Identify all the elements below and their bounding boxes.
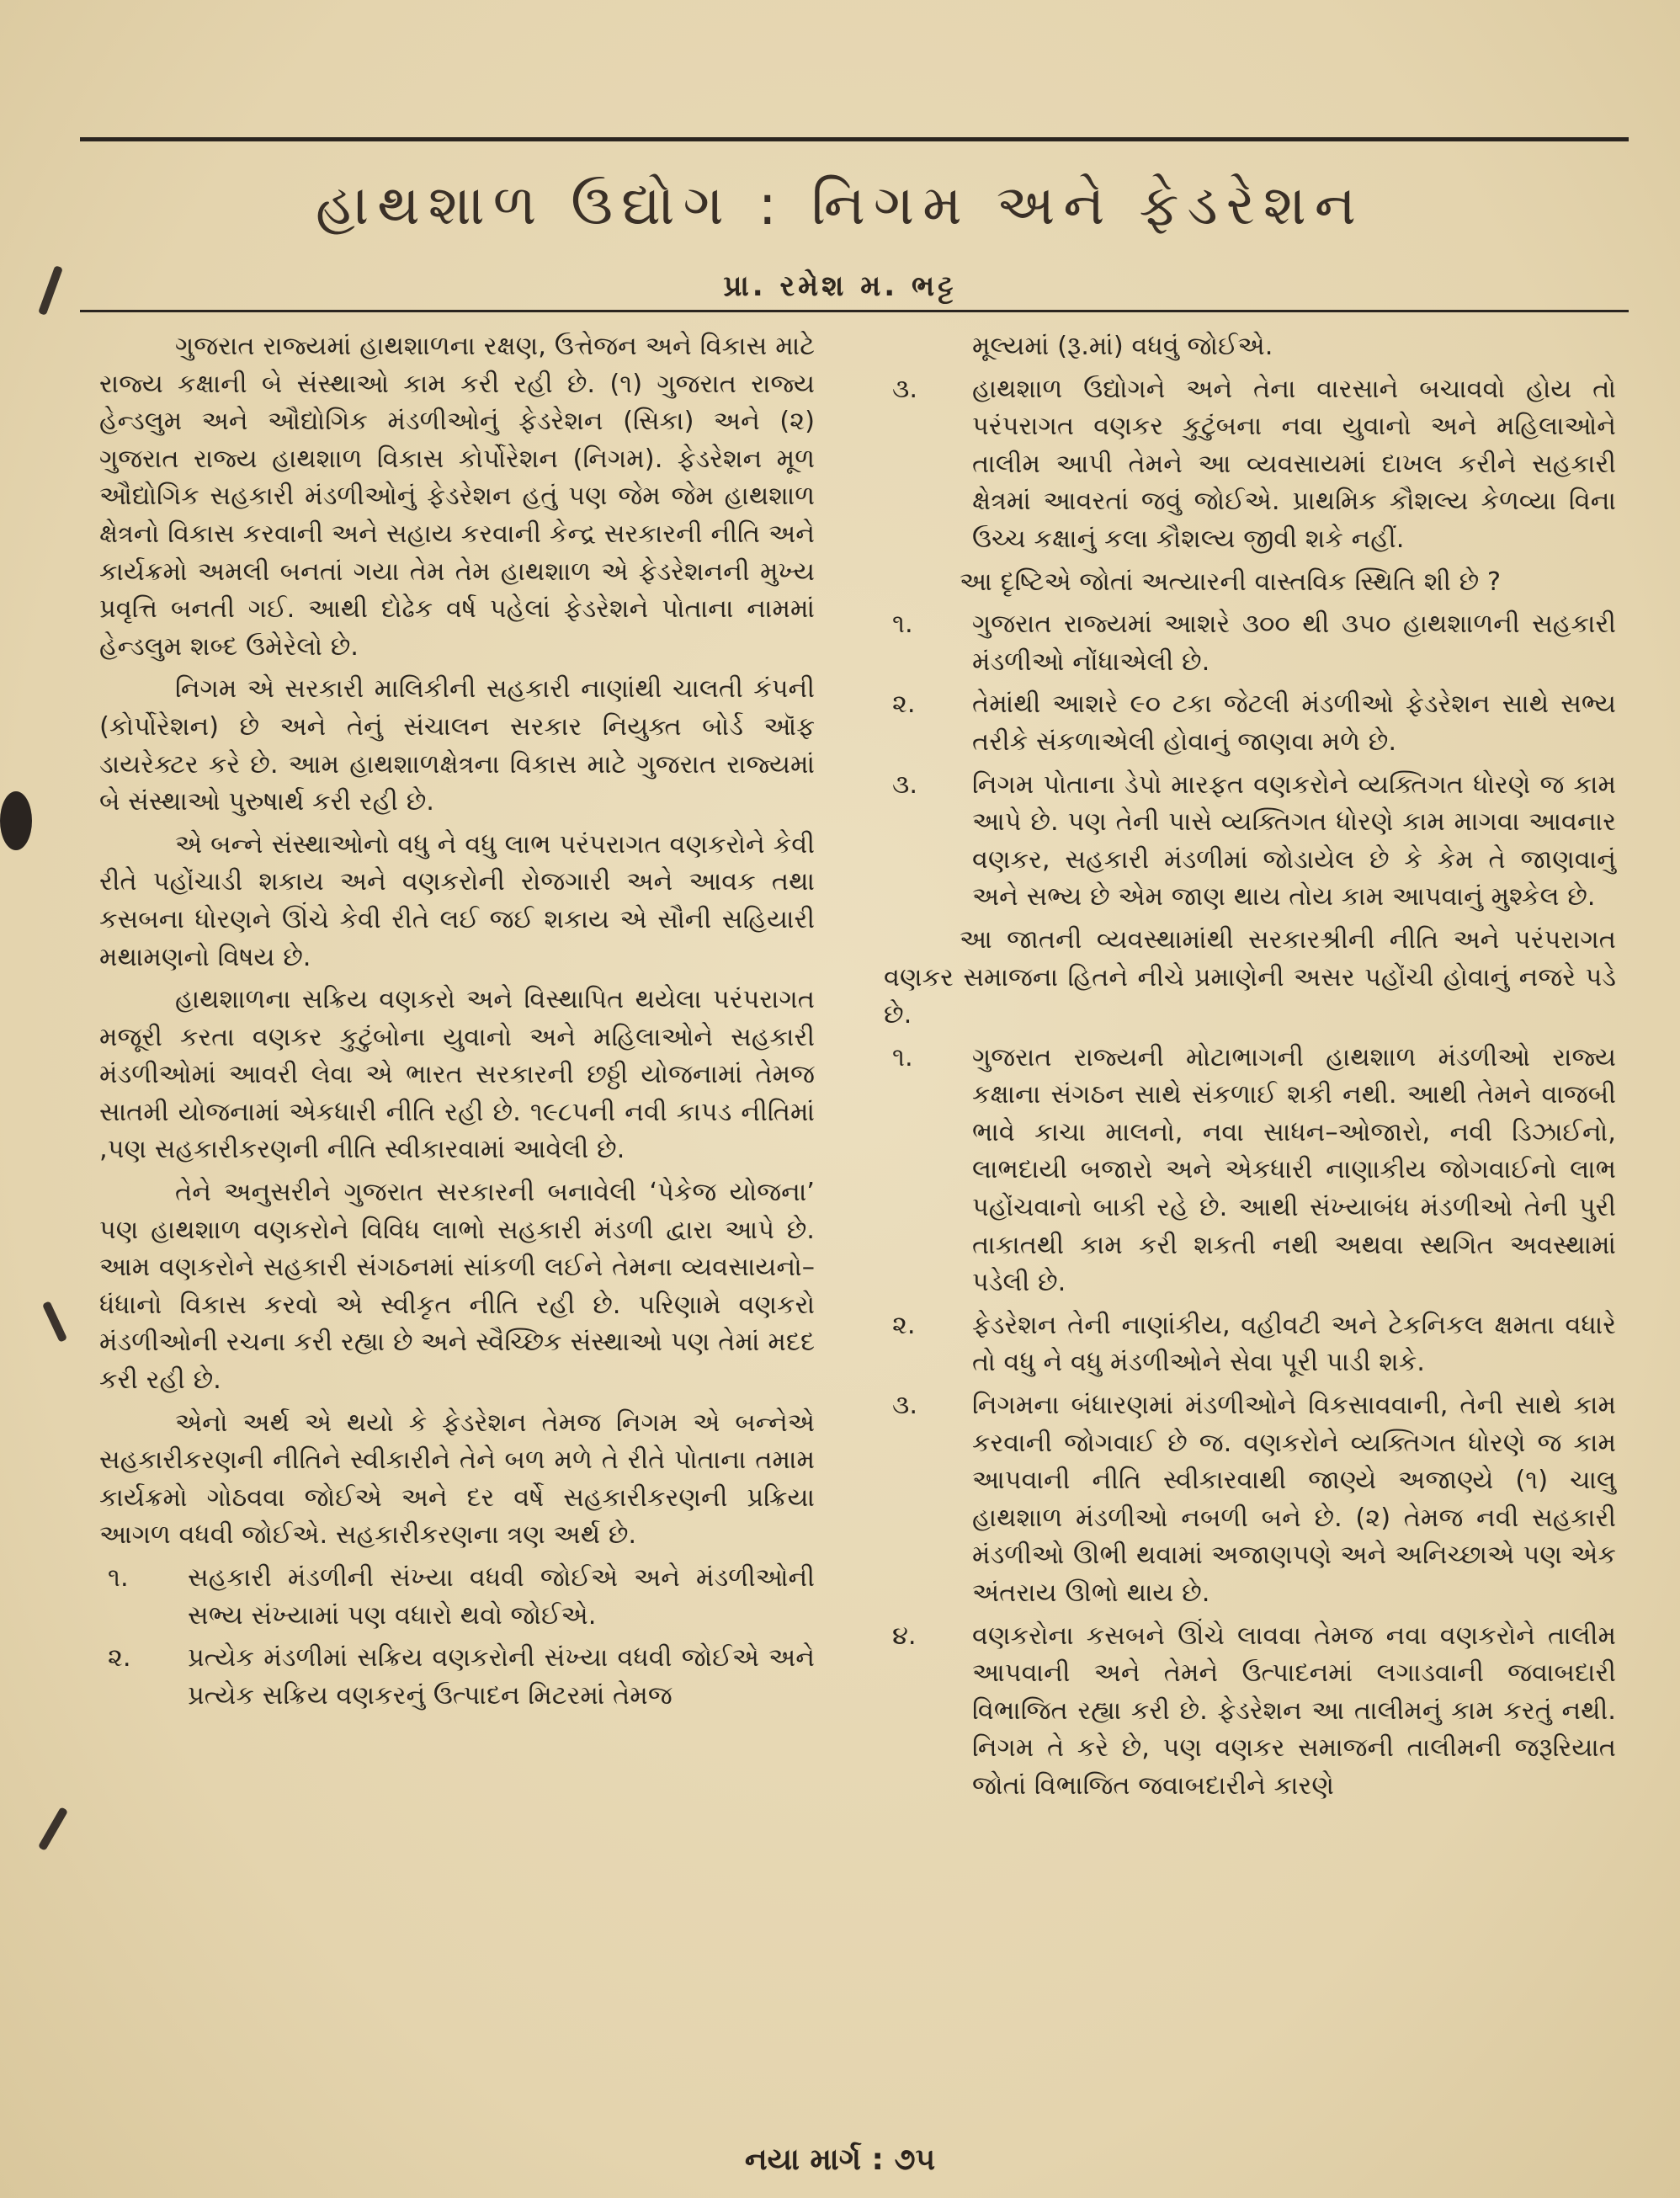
- list-number: ૨.: [892, 689, 916, 720]
- list-number: ૧.: [892, 1042, 913, 1072]
- list-item: [99, 1560, 815, 1635]
- list-text: પ્રત્યેક મંડળીમાં સક્રિય વણકરોની સંખ્યા વધવી જોઈએ અને પ્રત્યેક સક્રિય વણકરનું ઉત્પાદન મિટરમાં તેમજ: [188, 1643, 815, 1711]
- list-item: [884, 1040, 1616, 1302]
- paragraph: એનો અર્થ એ થયો કે ફેડરેશન તેમજ નિગમ એ બન્નેએ સહકારીકરણની નીતિને સ્વીકારીને તેને બળ મળે તે રીતે પોતાના તમામ કાર્યક્રમો ગોઠવવા જોઈએ અને દર વર્ષે સહકારીકરણની પ્રક્રિયા આગળ વધવી જોઈએ. સહકારીકરણના ત્રણ અર્થ છે.: [99, 1408, 815, 1551]
- list-item: [884, 371, 1616, 559]
- paper-tear-mark: [42, 1301, 67, 1343]
- paragraph: આ જાતની વ્યવસ્થામાંથી સરકારશ્રીની નીતિ અને પરંપરાગત વણકર સમાજના હિતને નીચે પ્રમાણેની અસર પહોંચી હોવાનું નજરે પડે છે.: [884, 924, 1616, 1030]
- title-rule: [80, 310, 1629, 312]
- list-item: [884, 606, 1616, 681]
- list-number: ૩.: [892, 1391, 918, 1421]
- list-item: [884, 1618, 1616, 1806]
- list-number: ૨.: [108, 1643, 131, 1674]
- paragraph: નિગમ એ સરકારી માલિકીની સહકારી નાણાંથી ચાલતી કંપની (કોર્પોરેશન) છે અને તેનું સંચાલન સરકાર નિયુક્ત બોર્ડ ઑફ ડાયરેક્ટર કરે છે. આમ હાથશાળક્ષેત્રના વિકાસ માટે ગુજરાત રાજ્યમાં બે સંસ્થાઓ પુરુષાર્થ કરી રહી છે.: [99, 674, 815, 817]
- article-title: હાથશાળ ઉદ્યોગ : નિગમ અને ફેડરેશન: [316, 173, 1364, 237]
- article-author: પ્રા. રમેશ મ. ભટ્ટ: [723, 269, 957, 303]
- continued-text: મૂલ્યમાં (રૂ.માં) વધવું જોઈએ.: [972, 332, 1273, 361]
- list-text: તેમાંથી આશરે ૯૦ ટકા જેટલી મંડળીઓ ફેડરેશન સાથે સભ્ય તરીકે સંકળાએલી હોવાનું જાણવા મળે છે.: [972, 689, 1616, 757]
- list-item: [99, 1640, 815, 1715]
- list-item: [884, 1387, 1616, 1613]
- list-text: નિગમ પોતાના ડેપો મારફત વણકરોને વ્યક્તિગત ધોરણે જ કામ આપે છે. પણ તેની પાસે વ્યક્તિગત ધોરણે કામ માગવા આવનાર વણકર, સહકારી મંડળીમાં જોડાયેલ છે કે કેમ તે જાણવાનું અને સભ્ય છે એમ જાણ થાય તોય કામ આપવાનું મુશ્કેલ છે.: [972, 769, 1616, 913]
- page-footer: નયા માર્ગ : ૭૫: [744, 2142, 936, 2177]
- left-column: [99, 328, 815, 1720]
- list-number: ૩.: [892, 374, 918, 404]
- list-text: સહકારી મંડળીની સંખ્યા વધવી જોઈએ અને મંડળીઓની સભ્ય સંખ્યામાં પણ વધારો થવો જોઈએ.: [188, 1563, 815, 1631]
- list-text: હાથશાળ ઉદ્યોગને અને તેના વારસાને બચાવવો હોય તો પરંપરાગત વણકર કુટુંબના નવા યુવાનો અને મહિલાઓને તાલીમ આપી તેમને આ વ્યવસાયમાં દાખલ કરીને સહકારી ક્ષેત્રમાં આવરતાં જવું જોઈએ. પ્રાથમિક કૌશલ્ય કેળવ્યા વિના ઉચ્ચ કક્ષાનું કલા કૌશલ્ય જીવી શકે નહીં.: [972, 374, 1616, 554]
- paragraph: એ બન્ને સંસ્થાઓનો વધુ ને વધુ લાભ પરંપરાગત વણકરોને કેવી રીતે પહોંચાડી શકાય અને વણકરોની રોજગારી અને આવક તથા કસબના ધોરણને ઊંચે કેવી રીતે લઈ જઈ શકાય એ સૌની સહિયારી મથામણનો વિષય છે.: [99, 829, 815, 972]
- list-text: ગુજરાત રાજ્યની મોટાભાગની હાથશાળ મંડળીઓ રાજ્ય કક્ષાના સંગઠન સાથે સંકળાઈ શકી નથી. આથી તેમને વાજબી ભાવે કાચા માલનો, નવા સાધન–ઓજારો, નવી ડિઝાઈનો, લાભદાયી બજારો અને એકધારી નાણાકીય જોગવાઈનો લાભ પહોંચવાનો બાકી રહે છે. આથી સંખ્યાબંધ મંડળીઓ તેની પુરી તાકાતથી કામ કરી શકતી નથી અથવા સ્થગિત અવસ્થામાં પડેલી છે.: [972, 1042, 1616, 1298]
- list-text: ગુજરાત રાજ્યમાં આશરે ૩૦૦ થી ૩૫૦ હાથશાળની સહકારી મંડળીઓ નોંધાએલી છે.: [972, 609, 1616, 677]
- paper-hole: [0, 791, 32, 850]
- paper-tear-mark: [38, 1807, 68, 1851]
- list-text: વણકરોના કસબને ઊંચે લાવવા તેમજ નવા વણકરોને તાલીમ આપવાની અને તેમને ઉત્પાદનમાં લગાડવાની જવાબદારી વિભાજિત રહ્યા કરી છે. ફેડરેશન આ તાલીમનું કામ કરતું નથી. નિગમ તે કરે છે, પણ વણકર સમાજની તાલીમની જરૂરિયાત જોતાં વિભાજિત જવાબદારીને કારણે: [972, 1621, 1616, 1801]
- list-number: ૨.: [892, 1310, 916, 1340]
- list-item: [884, 1307, 1616, 1382]
- paragraph: હાથશાળના સક્રિય વણકરો અને વિસ્થાપિત થયેલા પરંપરાગત મજૂરી કરતા વણકર કુટુંબોના યુવાનો અને મહિલાઓને સહકારી મંડળીઓમાં આવરી લેવા એ ભારત સરકારની છઠ્ઠી યોજનામાં તેમજ સાતમી યોજનામાં એકધારી નીતિ રહી છે. ૧૯૮૫ની નવી કાપડ નીતિમાં ,પણ સહકારીકરણની નીતિ સ્વીકારવામાં આવેલી છે.: [99, 985, 815, 1165]
- top-rule: [80, 137, 1629, 141]
- paragraph: તેને અનુસરીને ગુજરાત સરકારની બનાવેલી ‘પેકેજ યોજના’ પણ હાથશાળ વણકરોને વિવિધ લાભો સહકારી મંડળી દ્વારા આપે છે. આમ વણકરોને સહકારી સંગઠનમાં સાંકળી લઈને તેમના વ્યવસાયનો–ધંધાનો વિકાસ કરવો એ સ્વીકૃત નીતિ રહી છે. પરિણામે વણકરો મંડળીઓની રચના કરી રહ્યા છે અને સ્વૈચ્છિક સંસ્થાઓ પણ તેમાં મદદ કરી રહી છે.: [99, 1178, 815, 1396]
- list-text: નિગમના બંધારણમાં મંડળીઓને વિકસાવવાની, તેની સાથે કામ કરવાની જોગવાઈ છે જ. વણકરોને વ્યક્તિગત ધોરણે જ કામ આપવાની નીતિ સ્વીકારવાથી જાણ્યે અજાણ્યે (૧) ચાલુ હાથશાળ મંડળીઓ નબળી બને છે. (૨) તેમજ નવી સહકારી મંડળીઓ ઊભી થવામાં અજાણપણે અને અનિચ્છાએ પણ એક અંતરાય ઊભો થાય છે.: [972, 1391, 1616, 1608]
- list-number: ૧.: [892, 609, 913, 640]
- list-number: ૩.: [892, 769, 918, 800]
- list-number: ૧.: [108, 1563, 129, 1593]
- list-text: ફેડરેશન તેની નાણાંકીય, વહીવટી અને ટેકનિકલ ક્ષમતા વધારે તો વધુ ને વધુ મંડળીઓને સેવા પૂરી પાડી શકે.: [972, 1310, 1616, 1378]
- question-line: આ દૃષ્ટિએ જોતાં અત્યારની વાસ્તવિક સ્થિતિ શી છે ?: [960, 567, 1502, 597]
- paragraph: ગુજરાત રાજ્યમાં હાથશાળના રક્ષણ, ઉત્તેજન અને વિકાસ માટે રાજ્ય કક્ષાની બે સંસ્થાઓ કામ કરી રહી છે. (૧) ગુજરાત રાજ્ય હેન્ડલુમ અને ઔદ્યોગિક મંડળીઓનું ફેડરેશન (સિકા) અને (૨) ગુજરાત રાજ્ય હાથશાળ વિકાસ કોર્પોરેશન (નિગમ). ફેડરેશન મૂળ ઔદ્યોગિક સહકારી મંડળીઓનું ફેડરેશન હતું પણ જેમ જેમ હાથશાળ ક્ષેત્રનો વિકાસ કરવાની અને સહાય કરવાની કેન્દ્ર સરકારની નીતિ અને કાર્યક્રમો અમલી બનતાં ગયા તેમ તેમ હાથશાળ એ ફેડરેશનની મુખ્ય પ્રવૃત્તિ બનતી ગઈ. આથી દોઢેક વર્ષ પહેલાં ફેડરેશને પોતાના નામમાં હેન્ડલુમ શબ્દ ઉમેરેલો છે.: [99, 332, 815, 662]
- list-item: [884, 767, 1616, 917]
- list-number: ૪.: [892, 1621, 917, 1651]
- list-item: [884, 686, 1616, 761]
- right-column: [884, 328, 1616, 1811]
